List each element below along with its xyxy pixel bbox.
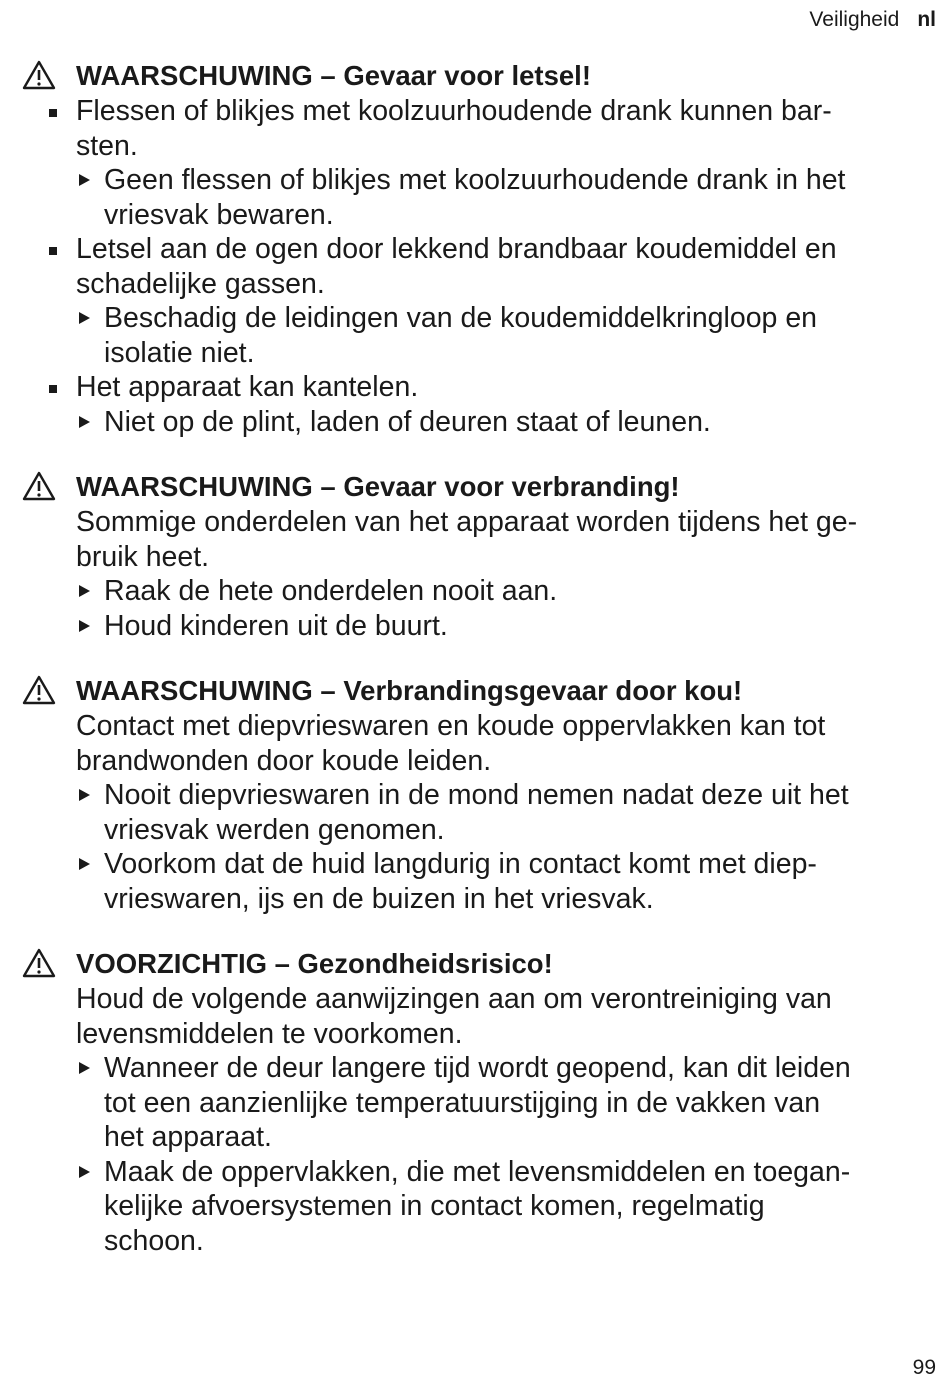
text-line: schoon. — [104, 1224, 204, 1257]
text-line: tot een aanzienlijke temperatuurstijging in de vakken van — [104, 1086, 821, 1119]
action-item — [0, 609, 950, 644]
warning-heading — [0, 946, 950, 982]
page-header — [809, 8, 936, 32]
warning-triangle-icon — [22, 948, 56, 978]
text-line: kelijke afvoersystemen in contact komen, regelmatig — [104, 1190, 765, 1222]
text-line: Voorkom dat de huid langdurig in contact komt met diep- — [104, 848, 817, 880]
language-code: nl — [917, 8, 936, 31]
text-line: levensmiddelen te voorkomen. — [76, 1017, 463, 1050]
text-line: isolatie niet. — [104, 336, 255, 369]
action-item — [0, 163, 950, 232]
text-line: sten. — [76, 129, 138, 162]
warning-heading — [0, 469, 950, 505]
warning-block — [0, 673, 950, 916]
warning-block — [0, 469, 950, 643]
arrow-right-icon — [79, 1166, 90, 1178]
text-line: het apparaat. — [104, 1121, 272, 1153]
safety-content — [0, 58, 950, 1288]
warning-heading — [0, 58, 950, 94]
action-item — [0, 301, 950, 370]
action-item — [0, 574, 950, 609]
square-bullet-icon — [49, 247, 57, 255]
text-line: brandwonden door koude leiden. — [76, 744, 492, 777]
arrow-right-icon — [79, 1062, 90, 1074]
action-item — [0, 1051, 950, 1155]
warning-block — [0, 946, 950, 1258]
text-line: vriesvak bewaren. — [104, 198, 334, 231]
text-line: Niet op de plint, laden of deuren staat of leunen. — [104, 405, 711, 438]
action-item — [0, 405, 950, 440]
text-line: Wanneer de deur langere tijd wordt geopend, kan dit leiden — [104, 1052, 851, 1084]
text-line: vrieswaren, ijs en de buizen in het vriesvak. — [104, 882, 654, 915]
arrow-right-icon — [79, 858, 90, 870]
text-line: Letsel aan de ogen door lekkend brandbaar koudemiddel en — [76, 233, 837, 265]
square-bullet-icon — [49, 109, 57, 117]
arrow-right-icon — [79, 789, 90, 801]
warning-title: WAARSCHUWING – Gevaar voor letsel! — [76, 60, 591, 91]
text-line: Het apparaat kan kantelen. — [76, 371, 419, 403]
text-line: Houd de volgende aanwijzingen aan om verontreiniging van — [76, 983, 832, 1015]
arrow-right-icon — [79, 312, 90, 324]
warning-title: VOORZICHTIG – Gezondheidsrisico! — [76, 948, 553, 979]
text-line: schadelijke gassen. — [76, 267, 325, 300]
warning-triangle-icon — [22, 675, 56, 705]
text-line: Beschadig de leidingen van de koudemiddelkringloop en — [104, 302, 818, 334]
action-item — [0, 778, 950, 847]
text-line: Geen flessen of blikjes met koolzuurhoudende drank in het — [104, 164, 846, 196]
text-line: Sommige onderdelen van het apparaat worden tijdens het ge- — [76, 506, 858, 538]
warning-heading — [0, 673, 950, 709]
warning-title: WAARSCHUWING – Verbrandingsgevaar door kou! — [76, 675, 743, 706]
action-item — [0, 1155, 950, 1259]
arrow-right-icon — [79, 585, 90, 597]
warning-triangle-icon — [22, 60, 56, 90]
text-line: vriesvak werden genomen. — [104, 813, 445, 846]
hazard-item — [0, 94, 950, 163]
warning-intro — [0, 709, 950, 778]
text-line: Maak de oppervlakken, die met levensmiddelen en toegan- — [104, 1155, 851, 1188]
action-item — [0, 847, 950, 916]
text-line: Flessen of blikjes met koolzuurhoudende drank kunnen bar- — [76, 95, 832, 127]
arrow-right-icon — [79, 620, 90, 632]
text-line: Contact met diepvrieswaren en koude oppervlakken kan tot — [76, 710, 826, 742]
warning-title: WAARSCHUWING – Gevaar voor verbranding! — [76, 471, 680, 502]
text-line: Raak de hete onderdelen nooit aan. — [104, 575, 558, 607]
warning-block — [0, 58, 950, 439]
arrow-right-icon — [79, 416, 90, 428]
hazard-item — [0, 232, 950, 301]
section-title: Veiligheid — [809, 8, 900, 31]
page-number: 99 — [912, 1356, 936, 1379]
warning-triangle-icon — [22, 471, 56, 501]
text-line: bruik heet. — [76, 540, 210, 573]
warning-intro — [0, 982, 950, 1051]
square-bullet-icon — [49, 385, 57, 393]
arrow-right-icon — [79, 174, 90, 186]
hazard-item — [0, 370, 950, 405]
warning-intro — [0, 505, 950, 574]
text-line: Nooit diepvrieswaren in de mond nemen nadat deze uit het — [104, 779, 849, 811]
text-line: Houd kinderen uit de buurt. — [104, 609, 448, 642]
